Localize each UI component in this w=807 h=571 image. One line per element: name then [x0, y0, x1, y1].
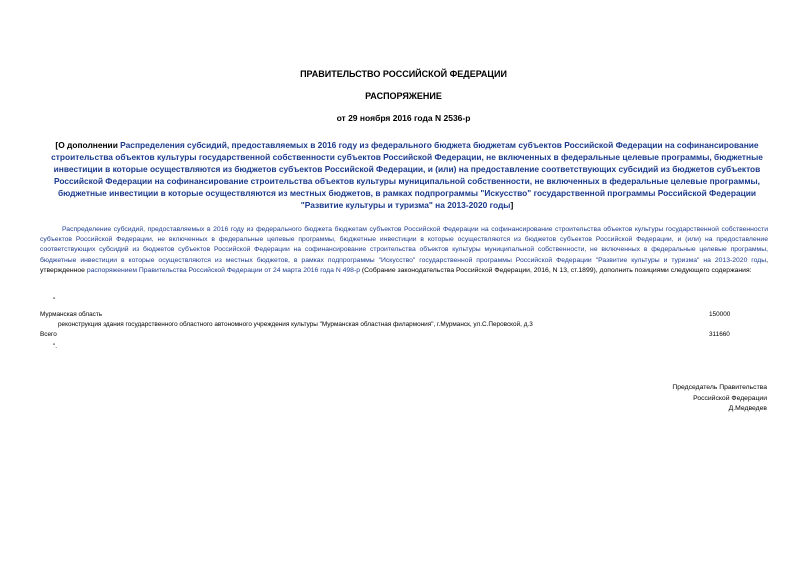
total-label: Всего	[40, 331, 57, 338]
title-prefix: [О дополнении	[55, 140, 121, 150]
body-paragraph	[40, 225, 768, 276]
total-value: 311660	[709, 331, 730, 338]
document-type-heading: РАСПОРЯЖЕНИЕ	[365, 91, 442, 101]
title-suffix: ]	[510, 199, 514, 210]
title-link[interactable]: Распределения субсидий, предоставляемых в 2016 году из федерального бюджета бюджетам субъектов Российской Федерации на софинансирование строительства объектов культуры государственной собственности субъектов Российской Федерации, не включенных в федеральные целевые программы, бюджетные инвестиции в которые осуществляются из бюджетов субъектов Российской Федерации, и (или) на предоставление соответствующих субсидий из бюджетов субъектов Российской Федерации на софинансирование строительства объектов культуры муниципальной собственности, не включенных в федеральные целевые программы, бюджетные инвестиции в которые осуществляются из местных бюджетов, в рамках подпрограммы "Искусство" государственной программы Российской Федерации "Развитие культуры и туризма" на 2013-2020 годы	[51, 140, 763, 210]
region-value: 150000	[709, 311, 731, 318]
document-title	[48, 140, 766, 211]
signature-title: Председатель Правительства	[672, 384, 767, 391]
order-link[interactable]: распоряжением Правительства Российской Федерации от 24 марта 2016 года N 498-р	[86, 266, 360, 274]
quote-close: ".	[53, 343, 58, 350]
object-description: реконструкция здания государственного областного автономного учреждения культуры "Мурманская областная филармония", г.Мурманск, ул.С.Перовской, д.3	[58, 321, 533, 328]
document-date-number: от 29 ноября 2016 года N 2536-р	[336, 113, 471, 123]
quote-open: "	[53, 297, 56, 304]
signature-name: Д.Медведев	[728, 405, 767, 412]
body-text-2: (Собрание законодательства Российской Федерации, 2016, N 13, ст.1899), дополнить позициями следующего содержания:	[360, 266, 752, 274]
distribution-link[interactable]: Распределение субсидий, предоставляемых в 2016 году из федерального бюджета бюджетам субъектов Российской Федерации на софинансирование строительства объектов культуры государственной собственности субъектов Российской Федерации, не включенных в федеральные целевые программы, бюджетные инвестиции в которые осуществляются из бюджетов субъектов Российской Федерации, и (или) на предоставление соответствующих субсидий из бюджетов субъектов Российской Федерации на софинансирование строительства объектов культуры муниципальной собственности, не включенных в федеральные целевые программы, бюджетные инвестиции в которые осуществляются из местных бюджетов, в рамках подпрограммы "Искусство" государственной программы Российской Федерации "Развитие культуры и туризма" на 2013-2020 годы	[40, 226, 768, 264]
region-name: Мурманская область	[40, 311, 103, 318]
signature-country: Российской Федерации	[693, 394, 767, 402]
body-text-1: , утвержденное	[40, 256, 768, 274]
signature-block	[672, 383, 767, 415]
government-heading: ПРАВИТЕЛЬСТВО РОССИЙСКОЙ ФЕДЕРАЦИИ	[300, 69, 507, 79]
